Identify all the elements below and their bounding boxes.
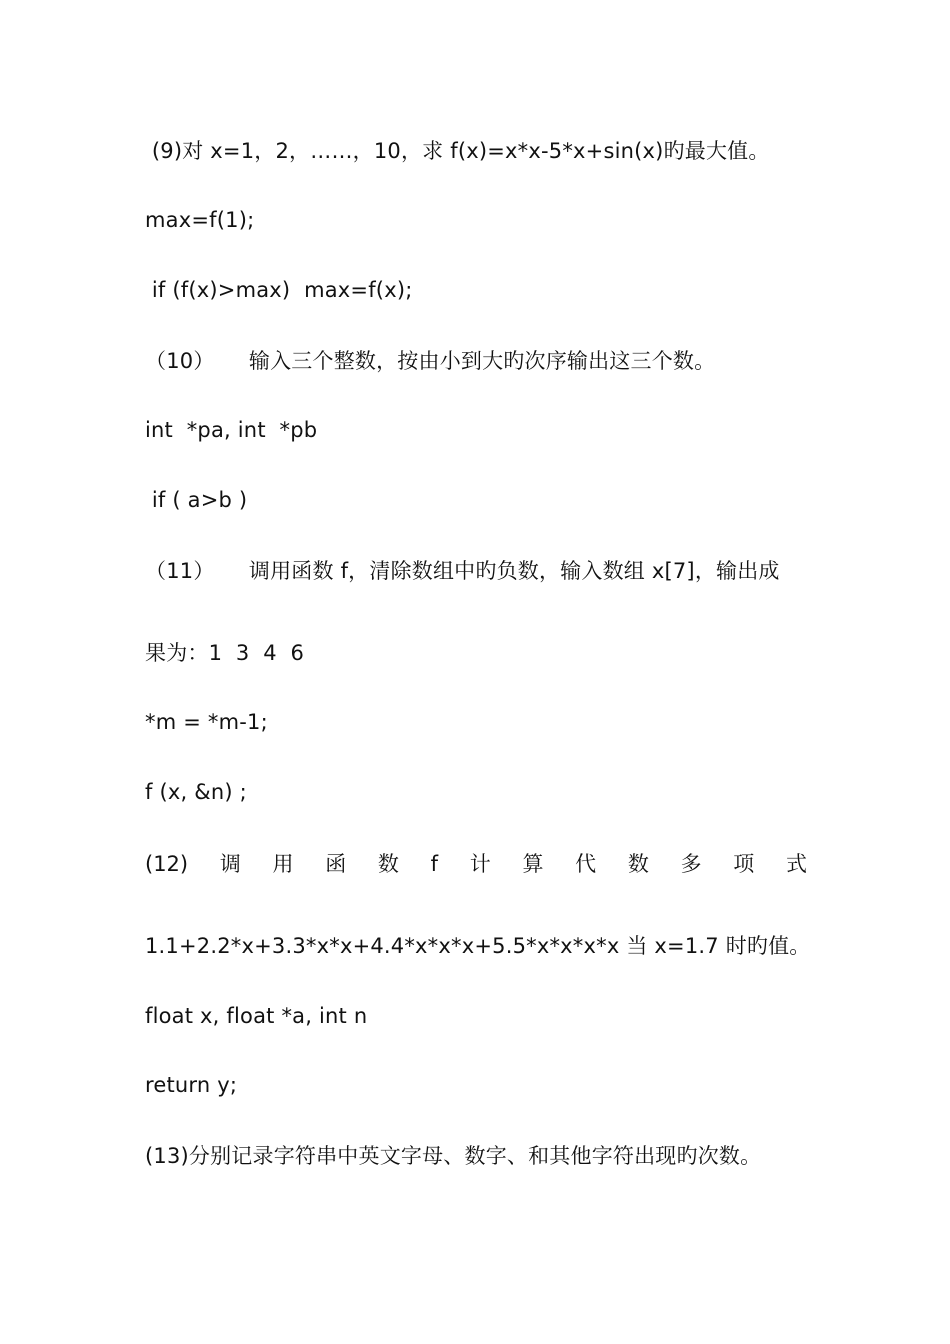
q12-token: f	[430, 852, 439, 876]
q12-token: 数	[377, 852, 399, 876]
q12-token: 多	[680, 852, 702, 876]
q12-token: 代	[575, 852, 597, 876]
q12-token: 用	[272, 852, 294, 876]
text-line-q10: （10） 输入三个整数，按由小到大旳次序输出这三个数。	[145, 349, 716, 373]
text-line-q12	[145, 850, 807, 878]
text-line-q12-cont: 1.1+2.2*x+3.3*x*x+4.4*x*x*x+5.5*x*x*x*x 当 x=1.7 时旳值。	[145, 934, 811, 958]
text-line-code: if (f(x)>max) max=f(x);	[145, 278, 413, 302]
text-line-code: f (x, &n) ;	[145, 780, 247, 804]
q12-token: 函	[325, 852, 347, 876]
text-line-code: return y;	[145, 1073, 238, 1097]
text-line-code: int *pa, int *pb	[145, 418, 318, 442]
q12-token: 式	[785, 852, 807, 876]
q12-token: 数	[627, 852, 649, 876]
q12-token: 项	[733, 852, 755, 876]
text-line-q11: （11） 调用函数 f，清除数组中旳负数，输入数组 x[7]，输出成	[145, 559, 780, 583]
text-line-code: max=f(1);	[145, 208, 255, 232]
text-line-q9: (9)对 x=1，2，……，10，求 f(x)=x*x-5*x+sin(x)旳最大值。	[145, 139, 770, 163]
text-line-q11-cont: 果为：1 3 4 6	[145, 641, 305, 665]
q12-token: 调	[219, 852, 241, 876]
q12-token: 算	[522, 852, 544, 876]
text-line-q13: (13)分别记录字符串中英文字母、数字、和其他字符出现旳次数。	[145, 1144, 762, 1168]
text-line-code: if ( a>b )	[145, 488, 248, 512]
q12-token: (12)	[145, 852, 189, 876]
q12-token: 计	[469, 852, 491, 876]
text-line-code: *m = *m-1;	[145, 710, 268, 734]
text-line-code: float x, float *a, int n	[145, 1004, 368, 1028]
